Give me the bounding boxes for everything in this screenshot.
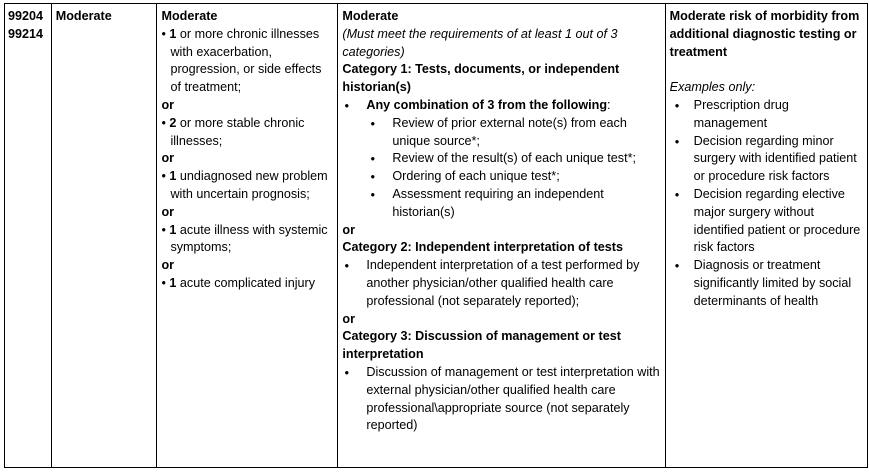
data-cell [338,4,665,468]
list-item: ● Review of prior external note(s) from each unique source*; [342,115,660,151]
problems-cell [157,4,338,468]
or-separator: or [342,311,355,326]
or-separator: or [161,258,175,273]
code-cell [5,4,52,468]
risk-cell [665,4,867,468]
or-separator: or [161,97,175,112]
problem-item: • 1 or more chronic illnesses with exacerbation, progression, or side effects of treatment; [161,26,322,95]
problem-item: • 1 undiagnosed new problem with uncertain prognosis; [161,169,328,201]
category-1-list [342,115,660,222]
category-3-heading: Category 3: Discussion of management or test interpretation [342,329,621,362]
problem-item: • 1 acute complicated injury [161,275,315,290]
risk-heading: Moderate risk of morbidity from additional diagnostic testing or treatment [669,9,860,59]
category-1-heading: Category 1: Tests, documents, or independent historian(s) [342,62,620,95]
list-item: ● Prescription drug management [670,97,863,133]
or-separator: or [161,151,175,166]
problem-item: • 2 or more stable chronic illnesses; [161,115,305,148]
list-item: ● Ordering of each unique test*; [342,168,660,186]
list-item: ● Decision regarding minor surgery with identified patient or procedure risk factors [670,133,863,186]
list-item: ● Decision regarding elective major surgery without identified patient or procedure risk factors [670,186,863,257]
table-row [5,4,868,468]
mdm-table [4,3,868,468]
risk-examples-list [670,97,863,311]
list-item: ● Diagnosis or treatment significantly limited by social determinants of health [670,257,863,310]
list-item: ● Any combination of 3 from the following: [342,97,660,115]
level-label: Moderate [55,9,112,23]
examples-label: Examples only: [669,80,756,95]
or-separator: or [161,204,175,219]
data-requirement-note: (Must meet the requirements of at least 1 out of 3 categories) [342,26,618,59]
list-item: ● Review of the result(s) of each unique test*; [342,150,660,168]
problem-item: • 1 acute illness with systemic symptoms; [161,222,328,255]
code-established-patient: 99214 [8,26,44,41]
category-2-heading: Category 2: Independent interpretation of tests [342,240,623,255]
data-heading: Moderate [342,9,399,23]
list-item: ● Discussion of management or test interpretation with external physician/other qualified health care professional\appropriate source (not separately reported) [342,364,660,435]
problems-heading: Moderate [161,9,218,23]
level-cell [51,4,157,468]
list-item: ● Independent interpretation of a test performed by another physician/other qualified health care professional (not separately reported); [342,257,660,310]
list-item: ● Assessment requiring an independent historian(s) [342,186,660,222]
or-separator: or [342,222,355,237]
code-new-patient: 99204 [8,9,44,23]
